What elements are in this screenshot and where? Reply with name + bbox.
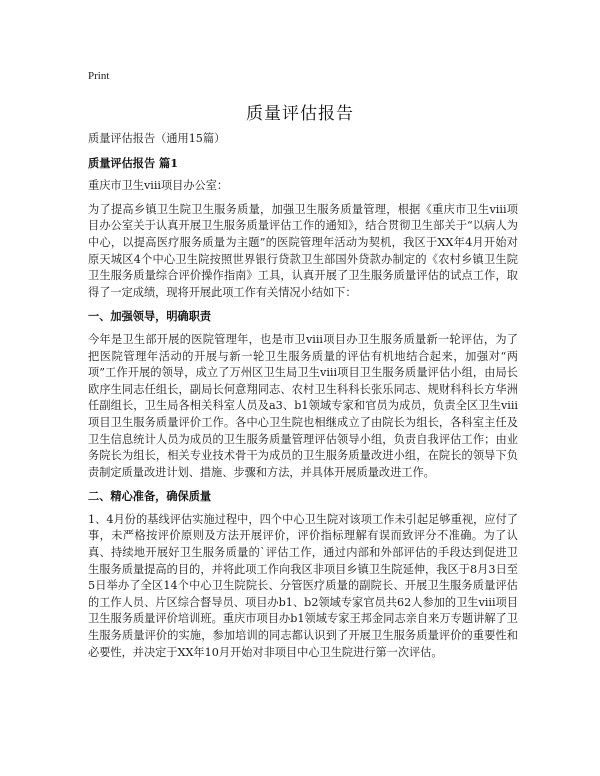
article-heading: 质量评估报告 篇1 <box>88 155 178 170</box>
intro-paragraph: 为了提高乡镇卫生院卫生服务质量，加强卫生服务质量管理，根据《重庆市卫生viii项目办公室关于认真开展卫生服务质量评估工作的通知》，结合贯彻卫生部关于“以病人为中心，以提高医疗服务质量为主题”的医院管理年活动为契机，我区于XX年4月开始对原天城区4个中心卫生院按照世界银行贷款卫生部国外贷款办制定的《农村乡镇卫生院卫生服务质量综合评价操作指南》工具，认真开展了卫生服务质量评估的试点工作，取得了一定成绩，现将开展此项工作有关情况小结如下： <box>88 202 518 299</box>
document-subtitle: 质量评估报告（通用15篇） <box>88 132 226 145</box>
section-1-heading: 一、加强领导，明确职责 <box>88 309 212 324</box>
document-body <box>88 131 518 668</box>
document-title: 质量评估报告 <box>246 104 354 124</box>
greeting-line: 重庆市卫生viii项目办公室： <box>88 179 229 193</box>
print-label: Print <box>88 70 110 82</box>
section-2-heading: 二、精心准备，确保质量 <box>88 489 212 504</box>
section-1-paragraph: 今年是卫生部开展的医院管理年，也是市卫viii项目办卫生服务质量新一轮评估，为了把医院管理年活动的开展与新一轮卫生服务质量的评估有机地结合起来，加强对“两项”工作开展的领导，成立了万州区卫生局卫生viii项目卫生服务质量评估小组，由局长欧序生同志任组长，副局长何意翔同志、农村卫生科科长张乐同志、规财科科长方华洲任副组长，卫生局各相关科室人员及a3、b1领域专家和官员为成员，负责全区卫生viii项目卫生服务质量评价工作。各中心卫生院也相继成立了由院长为组长，各科室主任及卫生信息统计人员为成员的卫生服务质量管理评估领导小组，负责自我评估工作；由业务院长为组长，相关专业技术骨干为成员的卫生服务质量改进小组，在院长的领导下负责制定质量改进计划、措施、步骤和方法，并具体开展质量改进工作。 <box>88 332 518 479</box>
section-2-paragraph: 1、4月份的基线评估实施过程中，四个中心卫生院对该项工作未引起足够重视，应付了事，未严格按评价原则及方法开展评价，评价指标理解有误而致评分不准确。为了认真、持续地开展好卫生服务质量的`评估工作，通过内部和外部评估的手段达到促进卫生服务质量提高的目的，并将此项工作向我区非项目乡镇卫生院延伸，我区于8月3日至5日举办了全区14个中心卫生院院长、分管医疗质量的副院长、开展卫生服务质量评估的工作人员、片区综合督导员、项目办b1、b2领域专家官员共62人参加的卫生viii项目卫生服务质量评价培训班。重庆市项目办b1领域专家王邦金同志亲自来万专题讲解了卫生服务质量评价的实施，参加培训的同志都认识到了开展卫生服务质量评价的重要性和必要性，并决定于XX年10月开始对非项目中心卫生院进行第一次评估。 <box>88 512 518 659</box>
